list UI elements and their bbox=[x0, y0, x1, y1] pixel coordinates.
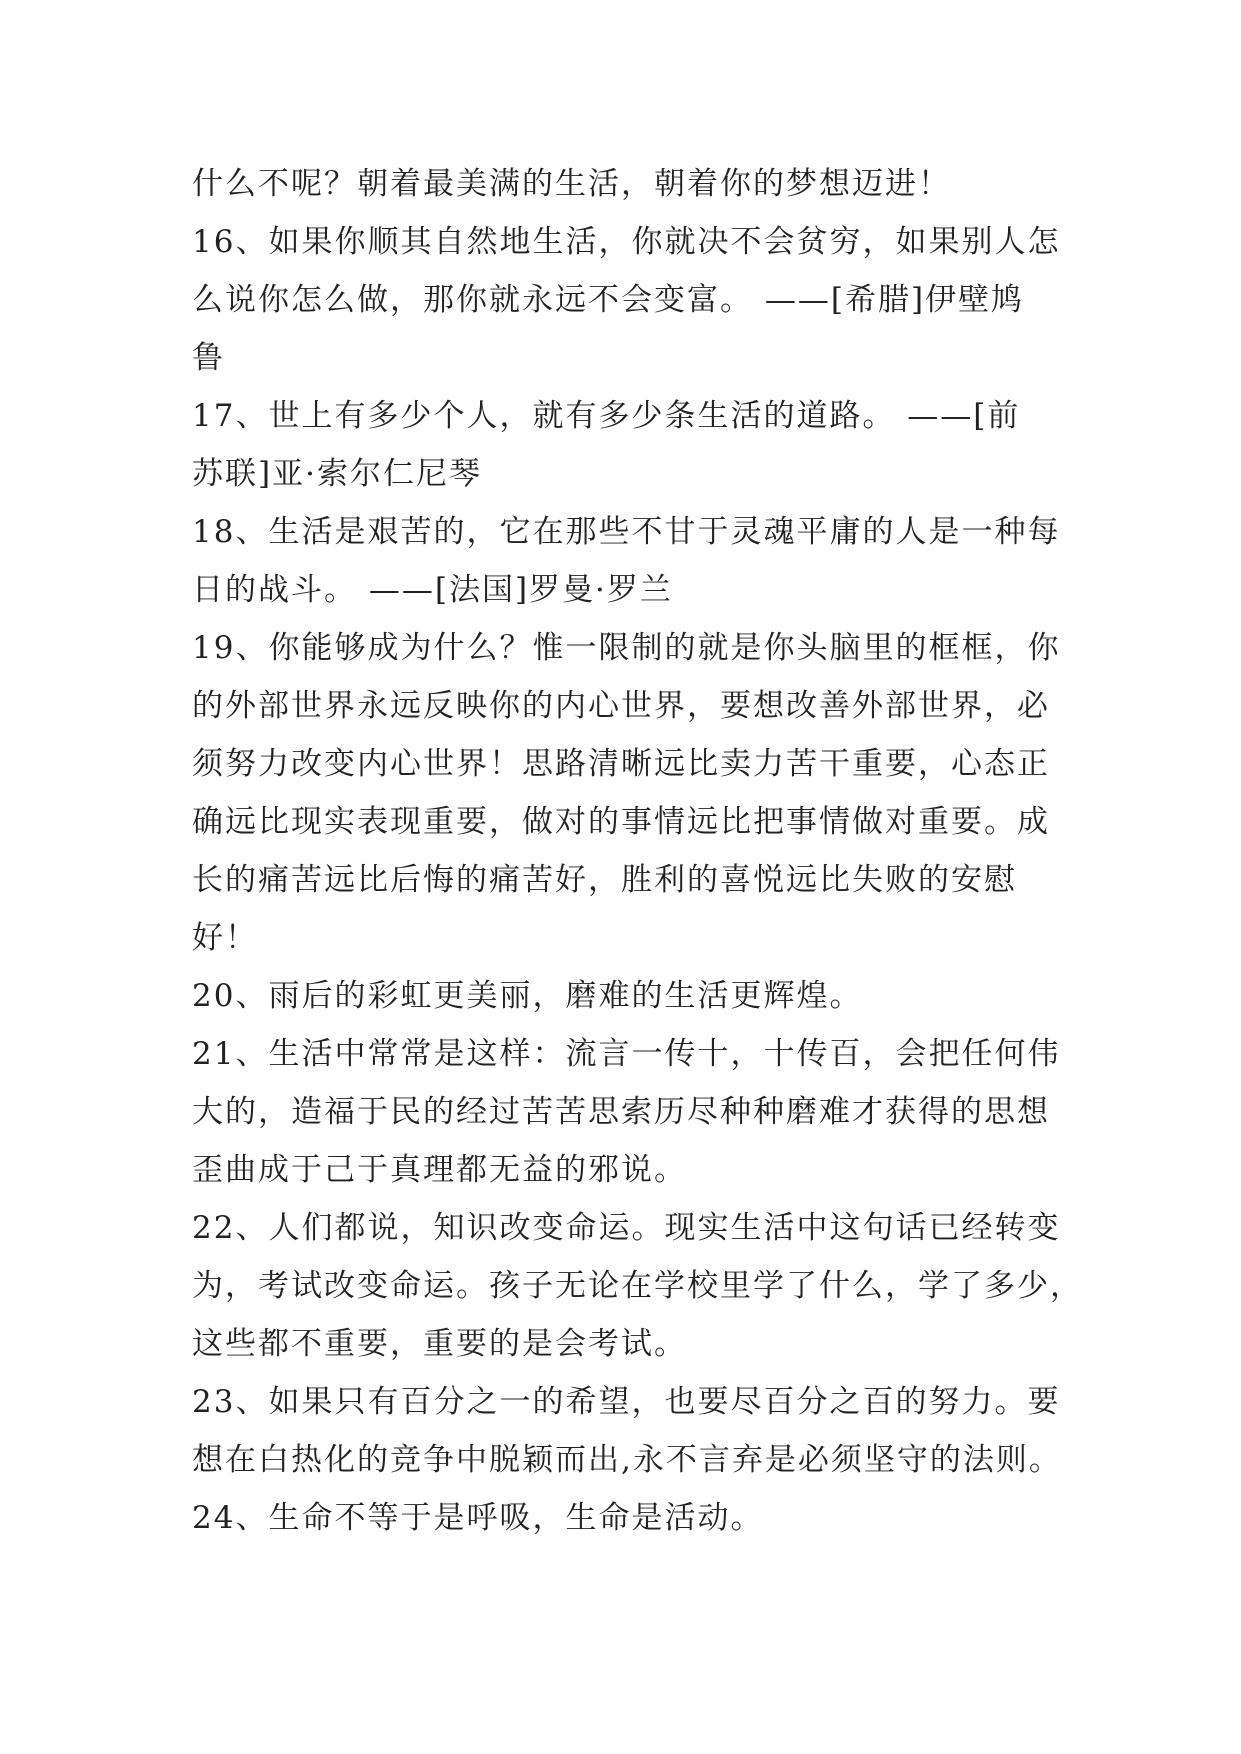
text-line: 长的痛苦远比后悔的痛苦好，胜利的喜悦远比失败的安慰 bbox=[192, 862, 1017, 898]
text-line: 的外部世界永远反映你的内心世界，要想改善外部世界，必 bbox=[192, 688, 1050, 724]
text-line: 大的，造福于民的经过苦苦思索历尽种种磨难才获得的思想 bbox=[192, 1094, 1050, 1130]
text-line: 16、如果你顺其自然地生活，你就决不会贫穷，如果别人怎 bbox=[192, 224, 1061, 260]
text-line: 苏联]亚·索尔仁尼琴 bbox=[192, 456, 482, 492]
text-line: 19、你能够成为什么？惟一限制的就是你头脑里的框框，你 bbox=[192, 630, 1061, 666]
text-line: 什么不呢？朝着最美满的生活，朝着你的梦想迈进！ bbox=[192, 166, 951, 202]
text-line: 好！ bbox=[192, 920, 258, 956]
text-line: 21、生活中常常是这样：流言一传十，十传百，会把任何伟 bbox=[192, 1036, 1061, 1072]
text-line: 24、生命不等于是呼吸，生命是活动。 bbox=[192, 1500, 764, 1536]
text-line: 歪曲成于己于真理都无益的邪说。 bbox=[192, 1152, 687, 1188]
text-line: 确远比现实表现重要，做对的事情远比把事情做对重要。成 bbox=[192, 804, 1050, 840]
text-line: 23、如果只有百分之一的希望，也要尽百分之百的努力。要 bbox=[192, 1384, 1061, 1420]
text-line: 么说你怎么做，那你就永远不会变富。 ——[希腊]伊壁鸠 bbox=[192, 282, 1025, 318]
text-line: 想在白热化的竞争中脱颖而出,永不言弃是必须坚守的法则。 bbox=[192, 1442, 1062, 1478]
text-line: 22、人们都说，知识改变命运。现实生活中这句话已经转变 bbox=[192, 1210, 1061, 1246]
text-line: 20、雨后的彩虹更美丽，磨难的生活更辉煌。 bbox=[192, 978, 863, 1014]
text-line: 为，考试改变命运。孩子无论在学校里学了什么，学了多少， bbox=[192, 1268, 1083, 1304]
text-line: 须努力改变内心世界！思路清晰远比卖力苦干重要，心态正 bbox=[192, 746, 1050, 782]
document-body bbox=[192, 155, 1083, 1547]
text-line: 鲁 bbox=[192, 340, 225, 376]
text-line: 日的战斗。 ——[法国]罗曼·罗兰 bbox=[192, 572, 673, 608]
text-line: 18、生活是艰苦的，它在那些不甘于灵魂平庸的人是一种每 bbox=[192, 514, 1061, 550]
text-line: 17、世上有多少个人，就有多少条生活的道路。 ——[前 bbox=[192, 398, 1021, 434]
text-line: 这些都不重要，重要的是会考试。 bbox=[192, 1326, 687, 1362]
